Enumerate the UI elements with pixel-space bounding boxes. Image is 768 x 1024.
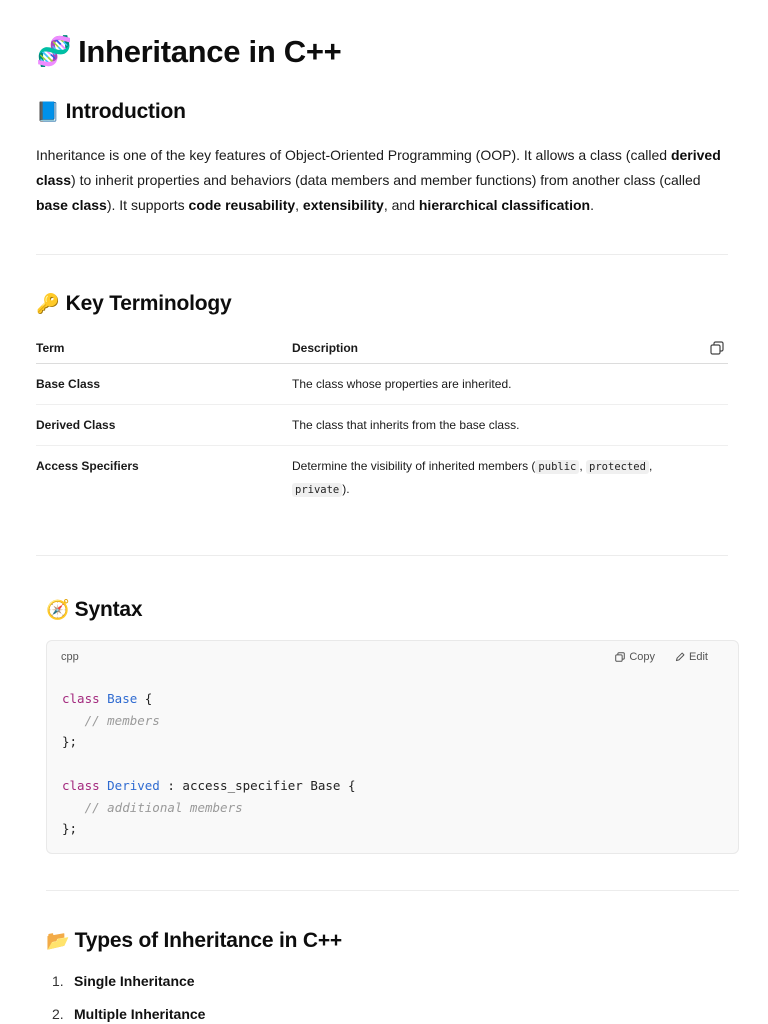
- folder-icon: 📂: [46, 931, 70, 952]
- bold-term: base class: [36, 197, 107, 213]
- list-number: 1.: [52, 973, 64, 989]
- code-token: // members: [62, 712, 160, 728]
- introduction-heading: Introduction: [65, 100, 186, 123]
- code-token: };: [62, 734, 78, 750]
- code-line: [62, 797, 356, 819]
- column-header-term: Term: [36, 341, 65, 355]
- list-number: 2.: [52, 1006, 64, 1022]
- code-line: [62, 731, 356, 753]
- introduction-heading-row: [36, 100, 186, 124]
- terminology-table: [36, 333, 728, 508]
- column-header-description: Description: [292, 341, 359, 355]
- edit-code-button[interactable]: [675, 651, 708, 663]
- introduction-paragraph: [36, 143, 728, 218]
- description-text: ).: [342, 482, 350, 496]
- description-text: Determine the visibility of inherited members (: [292, 459, 536, 473]
- bold-term: hierarchical classification: [418, 197, 591, 213]
- bold-term: code reusability: [188, 197, 296, 213]
- paragraph-text: Inheritance is one of the key features of Object-Oriented Programming (OOP). It allows a class (called: [36, 147, 671, 163]
- book-icon: 📘: [36, 102, 60, 123]
- list-item-label: Multiple Inheritance: [74, 1006, 206, 1022]
- section-divider: [46, 890, 739, 891]
- copy-code-button[interactable]: [615, 651, 655, 663]
- page-title-row: [36, 34, 341, 70]
- terminology-heading-row: [36, 292, 231, 316]
- code-line: [62, 688, 356, 710]
- code-line: [62, 710, 356, 732]
- paragraph-text: ) to inherit properties and behaviors (data members and member functions) from another class (called: [71, 172, 701, 188]
- code-token: Base: [107, 691, 138, 706]
- code-token: class: [62, 691, 108, 706]
- key-icon: 🔑: [36, 294, 60, 315]
- code-token: };: [62, 821, 78, 837]
- paragraph-text: , and: [383, 197, 419, 213]
- inline-code: public: [535, 460, 579, 474]
- page-title: Inheritance in C++: [78, 34, 342, 69]
- code-language-label: cpp: [61, 651, 79, 663]
- code-actions: [615, 651, 708, 663]
- syntax-heading: Syntax: [74, 598, 143, 621]
- types-heading-row: [46, 929, 342, 953]
- compass-icon: 🧭: [46, 600, 70, 621]
- copy-icon: [615, 652, 625, 662]
- types-heading: Types of Inheritance in C++: [74, 929, 342, 952]
- description-cell: Determine the visibility of inherited members ( public , protected , private ).: [292, 459, 653, 496]
- section-divider: [36, 254, 728, 255]
- table-row: [36, 405, 728, 446]
- bold-term: derived class: [36, 147, 721, 188]
- paragraph-text: ,: [295, 197, 303, 213]
- code-line: [62, 775, 356, 797]
- edit-label: Edit: [689, 651, 708, 663]
- copy-label: Copy: [629, 651, 656, 663]
- code-token: {: [137, 691, 153, 706]
- code-token: // additional members: [62, 799, 243, 815]
- code-content: [62, 688, 356, 840]
- code-line: [62, 818, 356, 840]
- code-block: [46, 640, 739, 854]
- table-row: [36, 364, 728, 405]
- paragraph-text: ). It supports: [106, 197, 189, 213]
- term-cell: Derived Class: [36, 418, 116, 432]
- inline-code: private: [292, 483, 342, 497]
- table-header: [36, 333, 728, 364]
- list-item: [52, 973, 205, 1006]
- terminology-heading: Key Terminology: [65, 292, 232, 315]
- term-cell: Access Specifiers: [36, 459, 139, 473]
- code-token: class: [62, 777, 108, 793]
- table-row: [36, 446, 728, 508]
- code-token: : access_specifier Base {: [159, 777, 356, 793]
- inline-code: protected: [586, 460, 649, 474]
- list-item: [52, 1006, 205, 1024]
- copy-table-icon[interactable]: [710, 341, 724, 355]
- code-line: [62, 753, 356, 775]
- code-token: Derived: [107, 777, 160, 793]
- bold-term: extensibility: [302, 197, 384, 213]
- dna-icon: 🧬: [36, 36, 73, 68]
- syntax-heading-row: [46, 598, 142, 622]
- term-cell: Base Class: [36, 377, 101, 391]
- description-cell: The class whose properties are inherited.: [292, 377, 512, 391]
- description-cell: The class that inherits from the base class.: [292, 418, 520, 432]
- section-divider: [36, 555, 728, 556]
- list-item-label: Single Inheritance: [74, 973, 195, 989]
- paragraph-text: .: [590, 197, 594, 213]
- types-list: [52, 973, 205, 1024]
- pencil-icon: [675, 652, 685, 662]
